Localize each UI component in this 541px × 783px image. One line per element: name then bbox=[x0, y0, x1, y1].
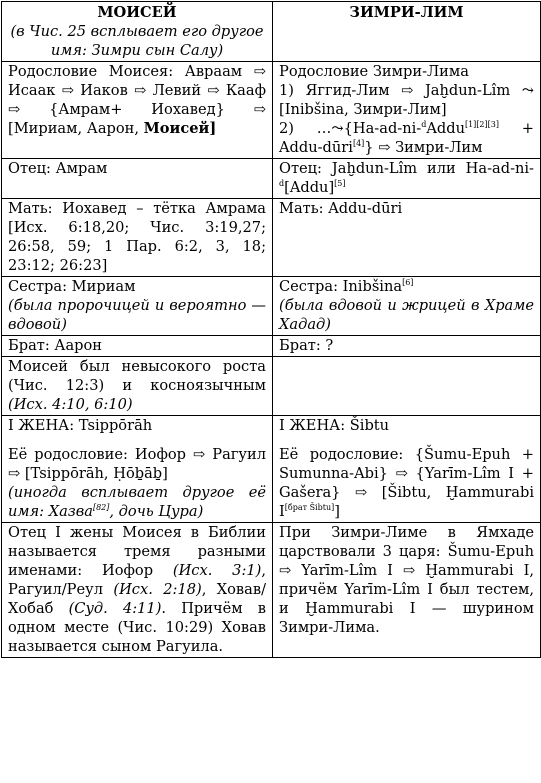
stature-moses bbox=[2, 357, 273, 416]
wife-zimri-lineage-a: Её родословие: {Šumu-Epuh + Sumunna-Abi} ⇨ {Yarīm-Lîm I + Gašera} ⇨ [Šibtu, Ḫammurabi I bbox=[279, 446, 534, 520]
lineage-zimri-ref4[interactable]: [4] bbox=[352, 139, 365, 148]
wife-moses bbox=[2, 416, 273, 523]
lineage-zimri-line2-b: Addu bbox=[426, 120, 465, 137]
lineage-zimri-line2-c: + Addu-dūri bbox=[279, 120, 534, 156]
lineage-moses-bold: Моисей] bbox=[143, 120, 217, 137]
sister-moses-name: Сестра: Мириам bbox=[8, 278, 136, 295]
fil-moses-c: , Ховав/Хобаб bbox=[8, 581, 266, 617]
wife-zimri-title: I ЖЕНА: Šibtu bbox=[279, 417, 390, 434]
stature-zimri bbox=[273, 357, 541, 416]
sister-zimri-ref[interactable]: [6] bbox=[402, 278, 414, 287]
wife-moses-note-a: (иногда всплывает другое её имя: Хазва bbox=[8, 484, 266, 520]
wife-zimri-gap bbox=[279, 435, 534, 445]
lineage-zimri-line2 bbox=[279, 119, 534, 157]
sister-zimri-name-text: Сестра: Inibšina bbox=[279, 278, 403, 295]
father-in-law-zimri: При Зимри-Лиме в Ямхаде царствовали 3 царя: Šumu-Epuh ⇨ Yarīm-Lîm I ⇨ Ḫammurabi I, причём Yarīm-Lîm I был тестем, и Ḫammurabi I — шурином Зимри-Лима. bbox=[273, 523, 541, 658]
sister-moses bbox=[2, 277, 273, 336]
father-zimri-a: Отец: Jaḫdun-Lîm или Ha-ad-ni- bbox=[279, 160, 534, 177]
brother-row bbox=[2, 336, 541, 357]
wife-moses-lineage: Её родословие: Иофор ⇨ Рагуил ⇨ [Tsippōrāh, Ḥōḇāḇ] bbox=[8, 446, 266, 482]
lineage-row bbox=[2, 62, 541, 159]
wife-moses-note bbox=[8, 483, 266, 521]
father-zimri bbox=[273, 159, 541, 199]
lineage-zimri-line2-d: } ⇨ Зимри-Лим bbox=[364, 139, 483, 156]
fil-moses-ref2: (Исх. 2:18) bbox=[113, 581, 202, 598]
sister-zimri-name bbox=[279, 277, 534, 296]
header-zimri-lim bbox=[273, 2, 541, 62]
sister-zimri-note bbox=[279, 296, 534, 334]
father-zimri-b: [Addu] bbox=[284, 179, 335, 196]
header-row bbox=[2, 2, 541, 62]
lineage-zimri-title: Родословие Зимри-Лима bbox=[279, 63, 469, 80]
mother-row bbox=[2, 199, 541, 277]
lineage-zimri-sup-d: d bbox=[421, 120, 427, 129]
wife-zimri-lineage-sup: [брат Šibtu] bbox=[284, 503, 335, 512]
brother-moses: Брат: Аарон bbox=[2, 336, 273, 357]
sister-row bbox=[2, 277, 541, 336]
lineage-moses bbox=[2, 62, 273, 159]
header-moses-note: (в Чис. 25 всплывает его другое имя: Зимри сын Салу) bbox=[10, 23, 264, 59]
father-moses: Отец: Амрам bbox=[2, 159, 273, 199]
wife-moses-note-b: , дочь Цура) bbox=[109, 503, 204, 520]
lineage-zimri bbox=[273, 62, 541, 159]
lineage-zimri-line2-a: 2) …⤳{Ha-ad-ni- bbox=[279, 120, 422, 137]
lineage-moses-text: Родословие Моисея: Авраам ⇨ Исаак ⇨ Иаков ⇨ Левий ⇨ Кааф ⇨ {Амрам+ Иохавед} ⇨ [Мириам, Аарон, bbox=[8, 63, 266, 137]
wife-row bbox=[2, 416, 541, 523]
header-moses bbox=[2, 2, 273, 62]
stature-moses-ref: (Исх. 4:10, 6:10) bbox=[8, 396, 133, 413]
fil-moses-ref3: (Суд. 4:11) bbox=[68, 600, 162, 617]
stature-moses-text: Моисей был невысокого роста (Чис. 12:3) и косноязычным bbox=[8, 358, 266, 394]
lineage-zimri-refs[interactable]: [1][2][3] bbox=[464, 120, 499, 129]
header-zimri-title: ЗИМРИ-ЛИМ bbox=[349, 4, 464, 21]
sister-zimri-note-text: (была вдовой и жрицей в Храме Хадад) bbox=[279, 297, 534, 333]
father-in-law-row bbox=[2, 523, 541, 658]
mother-moses: Мать: Иохавед – тётка Амрама [Исх. 6:18,20; Чис. 3:19,27; 26:58, 59; 1 Пар. 6:2, 3, 18; 23:12; 26:23] bbox=[2, 199, 273, 277]
father-in-law-moses bbox=[2, 523, 273, 658]
sister-moses-note-text: (была пророчицей и вероятно — вдовой) bbox=[8, 297, 266, 333]
father-row bbox=[2, 159, 541, 199]
wife-moses-title: I ЖЕНА: Tsippōrāh bbox=[8, 417, 153, 434]
lineage-zimri-line1: 1) Яггид-Лим ⇨ Jaḫdun-Lîm ⤳ [Inibšina, Зимри-Лим] bbox=[279, 82, 534, 118]
header-moses-title: МОИСЕЙ bbox=[97, 4, 177, 21]
wife-moses-note-ref[interactable]: [82] bbox=[92, 503, 110, 512]
fil-moses-ref1: (Исх. 3:1) bbox=[172, 562, 262, 579]
sister-moses-note bbox=[8, 296, 266, 334]
sister-zimri bbox=[273, 277, 541, 336]
mother-zimri: Мать: Addu-dūri bbox=[273, 199, 541, 277]
father-zimri-ref[interactable]: [5] bbox=[334, 179, 346, 188]
fil-moses-a: Отец I жены Моисея в Библии называется тремя разными именами: Иофор bbox=[8, 524, 266, 579]
father-zimri-sup-d: d bbox=[279, 179, 285, 188]
wife-zimri bbox=[273, 416, 541, 523]
brother-zimri: Брат: ? bbox=[273, 336, 541, 357]
comparison-table bbox=[1, 1, 541, 658]
wife-zimri-lineage-b: ] bbox=[334, 503, 340, 520]
wife-zimri-lineage bbox=[279, 445, 534, 521]
fil-moses-d: . Причём в одном месте (Чис. 10:29) Ховав называется сыном Рагуила. bbox=[8, 600, 266, 655]
fil-moses-b: , Рагуил/Реул bbox=[8, 562, 267, 598]
wife-moses-gap bbox=[8, 435, 266, 445]
stature-row bbox=[2, 357, 541, 416]
